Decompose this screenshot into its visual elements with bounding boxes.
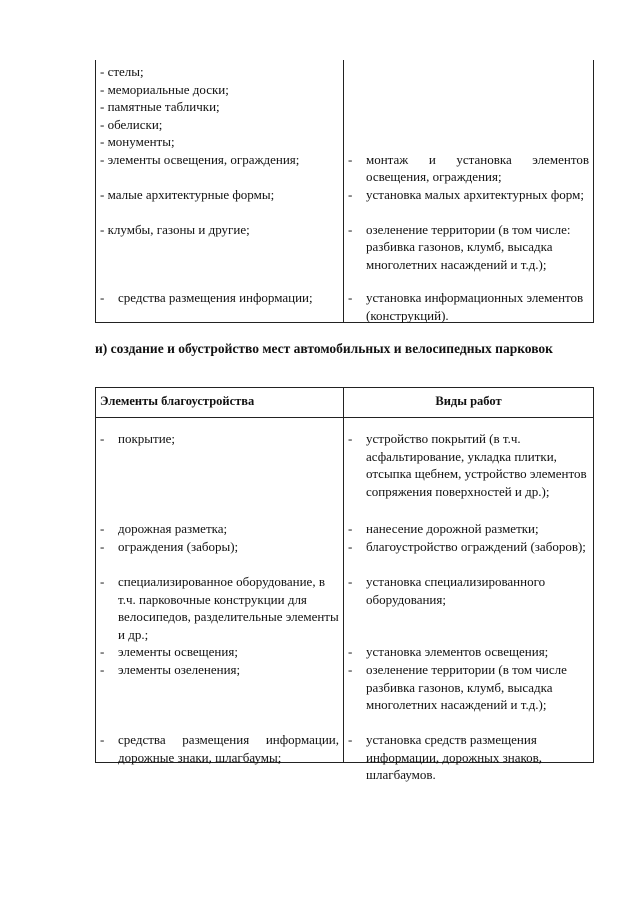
list-dash: -	[100, 431, 105, 446]
list-dash: -	[100, 290, 105, 305]
list-dash: -	[348, 539, 353, 554]
list-dash: -	[100, 539, 105, 554]
list-item: средства размещения информации;	[118, 290, 313, 305]
list-dash: -	[348, 431, 353, 446]
list-item: установка малых архитектурных форм;	[366, 186, 584, 202]
list-dash: -	[348, 151, 353, 167]
list-item: установка элементов освещения;	[366, 644, 549, 659]
list-item: элементы освещения;	[118, 644, 238, 659]
list-item: - мемориальные доски;	[100, 81, 229, 97]
list-item: средства размещения информации, дорожные знаки, шлагбаумы;	[118, 732, 339, 765]
elements-column	[96, 60, 344, 323]
list-dash: -	[348, 521, 353, 536]
list-item: нанесение дорожной разметки;	[366, 521, 539, 536]
list-item: установка средств размещения информации, дорожных знаков, шлагбаумов.	[366, 732, 543, 782]
list-dash: -	[348, 644, 353, 659]
elements-table-continued	[95, 60, 594, 323]
list-dash: -	[348, 290, 353, 305]
list-item: - памятные таблички;	[100, 99, 220, 114]
list-item: благоустройство ограждений (заборов);	[366, 539, 586, 554]
list-item: - стелы;	[100, 64, 144, 79]
list-item: - клумбы, газоны и другие;	[100, 221, 250, 237]
list-dash: -	[348, 186, 353, 202]
list-item: - обелиски;	[100, 116, 163, 132]
list-item: - элементы освещения, ограждения;	[100, 151, 300, 167]
list-dash: -	[348, 221, 353, 237]
header-works: Виды работ	[344, 388, 594, 418]
list-dash: -	[348, 732, 353, 747]
list-item: установка специализированного оборудования;	[366, 574, 546, 607]
list-item: дорожная разметка;	[118, 521, 228, 536]
list-item: элементы озеленения;	[118, 662, 241, 677]
parking-elements-table	[95, 387, 594, 782]
list-item: ограждения (заборы);	[118, 539, 239, 554]
list-item: монтаж и установка элементов освещения, ограждения;	[366, 151, 589, 184]
list-dash: -	[348, 662, 353, 677]
works-column	[344, 60, 594, 323]
works-column	[344, 418, 594, 782]
list-item: - монументы;	[100, 134, 175, 149]
list-item: озеленение территории (в том числе разбивка газонов, клумб, высадка многолетних насаждений и т.д.);	[366, 662, 567, 712]
list-dash: -	[100, 662, 105, 677]
list-dash: -	[348, 574, 353, 589]
section-heading: и) создание и обустройство мест автомобильных и велосипедных парковок	[95, 341, 553, 356]
list-item: установка информационных элементов (конструкций).	[366, 290, 584, 323]
list-dash: -	[100, 644, 105, 659]
list-item: - малые архитектурные формы;	[100, 186, 275, 202]
list-dash: -	[100, 574, 105, 589]
list-item: покрытие;	[118, 431, 176, 446]
list-item: специализированное оборудование, в т.ч. парковочные конструкции для велосипедов, разделительные элементы и др.;	[118, 574, 339, 642]
list-item: озеленение территории (в том числе: разбивка газонов, клумб, высадка многолетних насаждений и т.д.);	[366, 221, 571, 272]
list-item: устройство покрытий (в т.ч. асфальтирование, укладка плитки, отсыпка щебнем, устройство элементов сопряжения поверхностей и др.);	[366, 431, 587, 499]
list-dash: -	[100, 521, 105, 536]
elements-column	[96, 418, 344, 763]
list-dash: -	[100, 732, 105, 747]
header-elements: Элементы благоустройства	[96, 388, 344, 418]
